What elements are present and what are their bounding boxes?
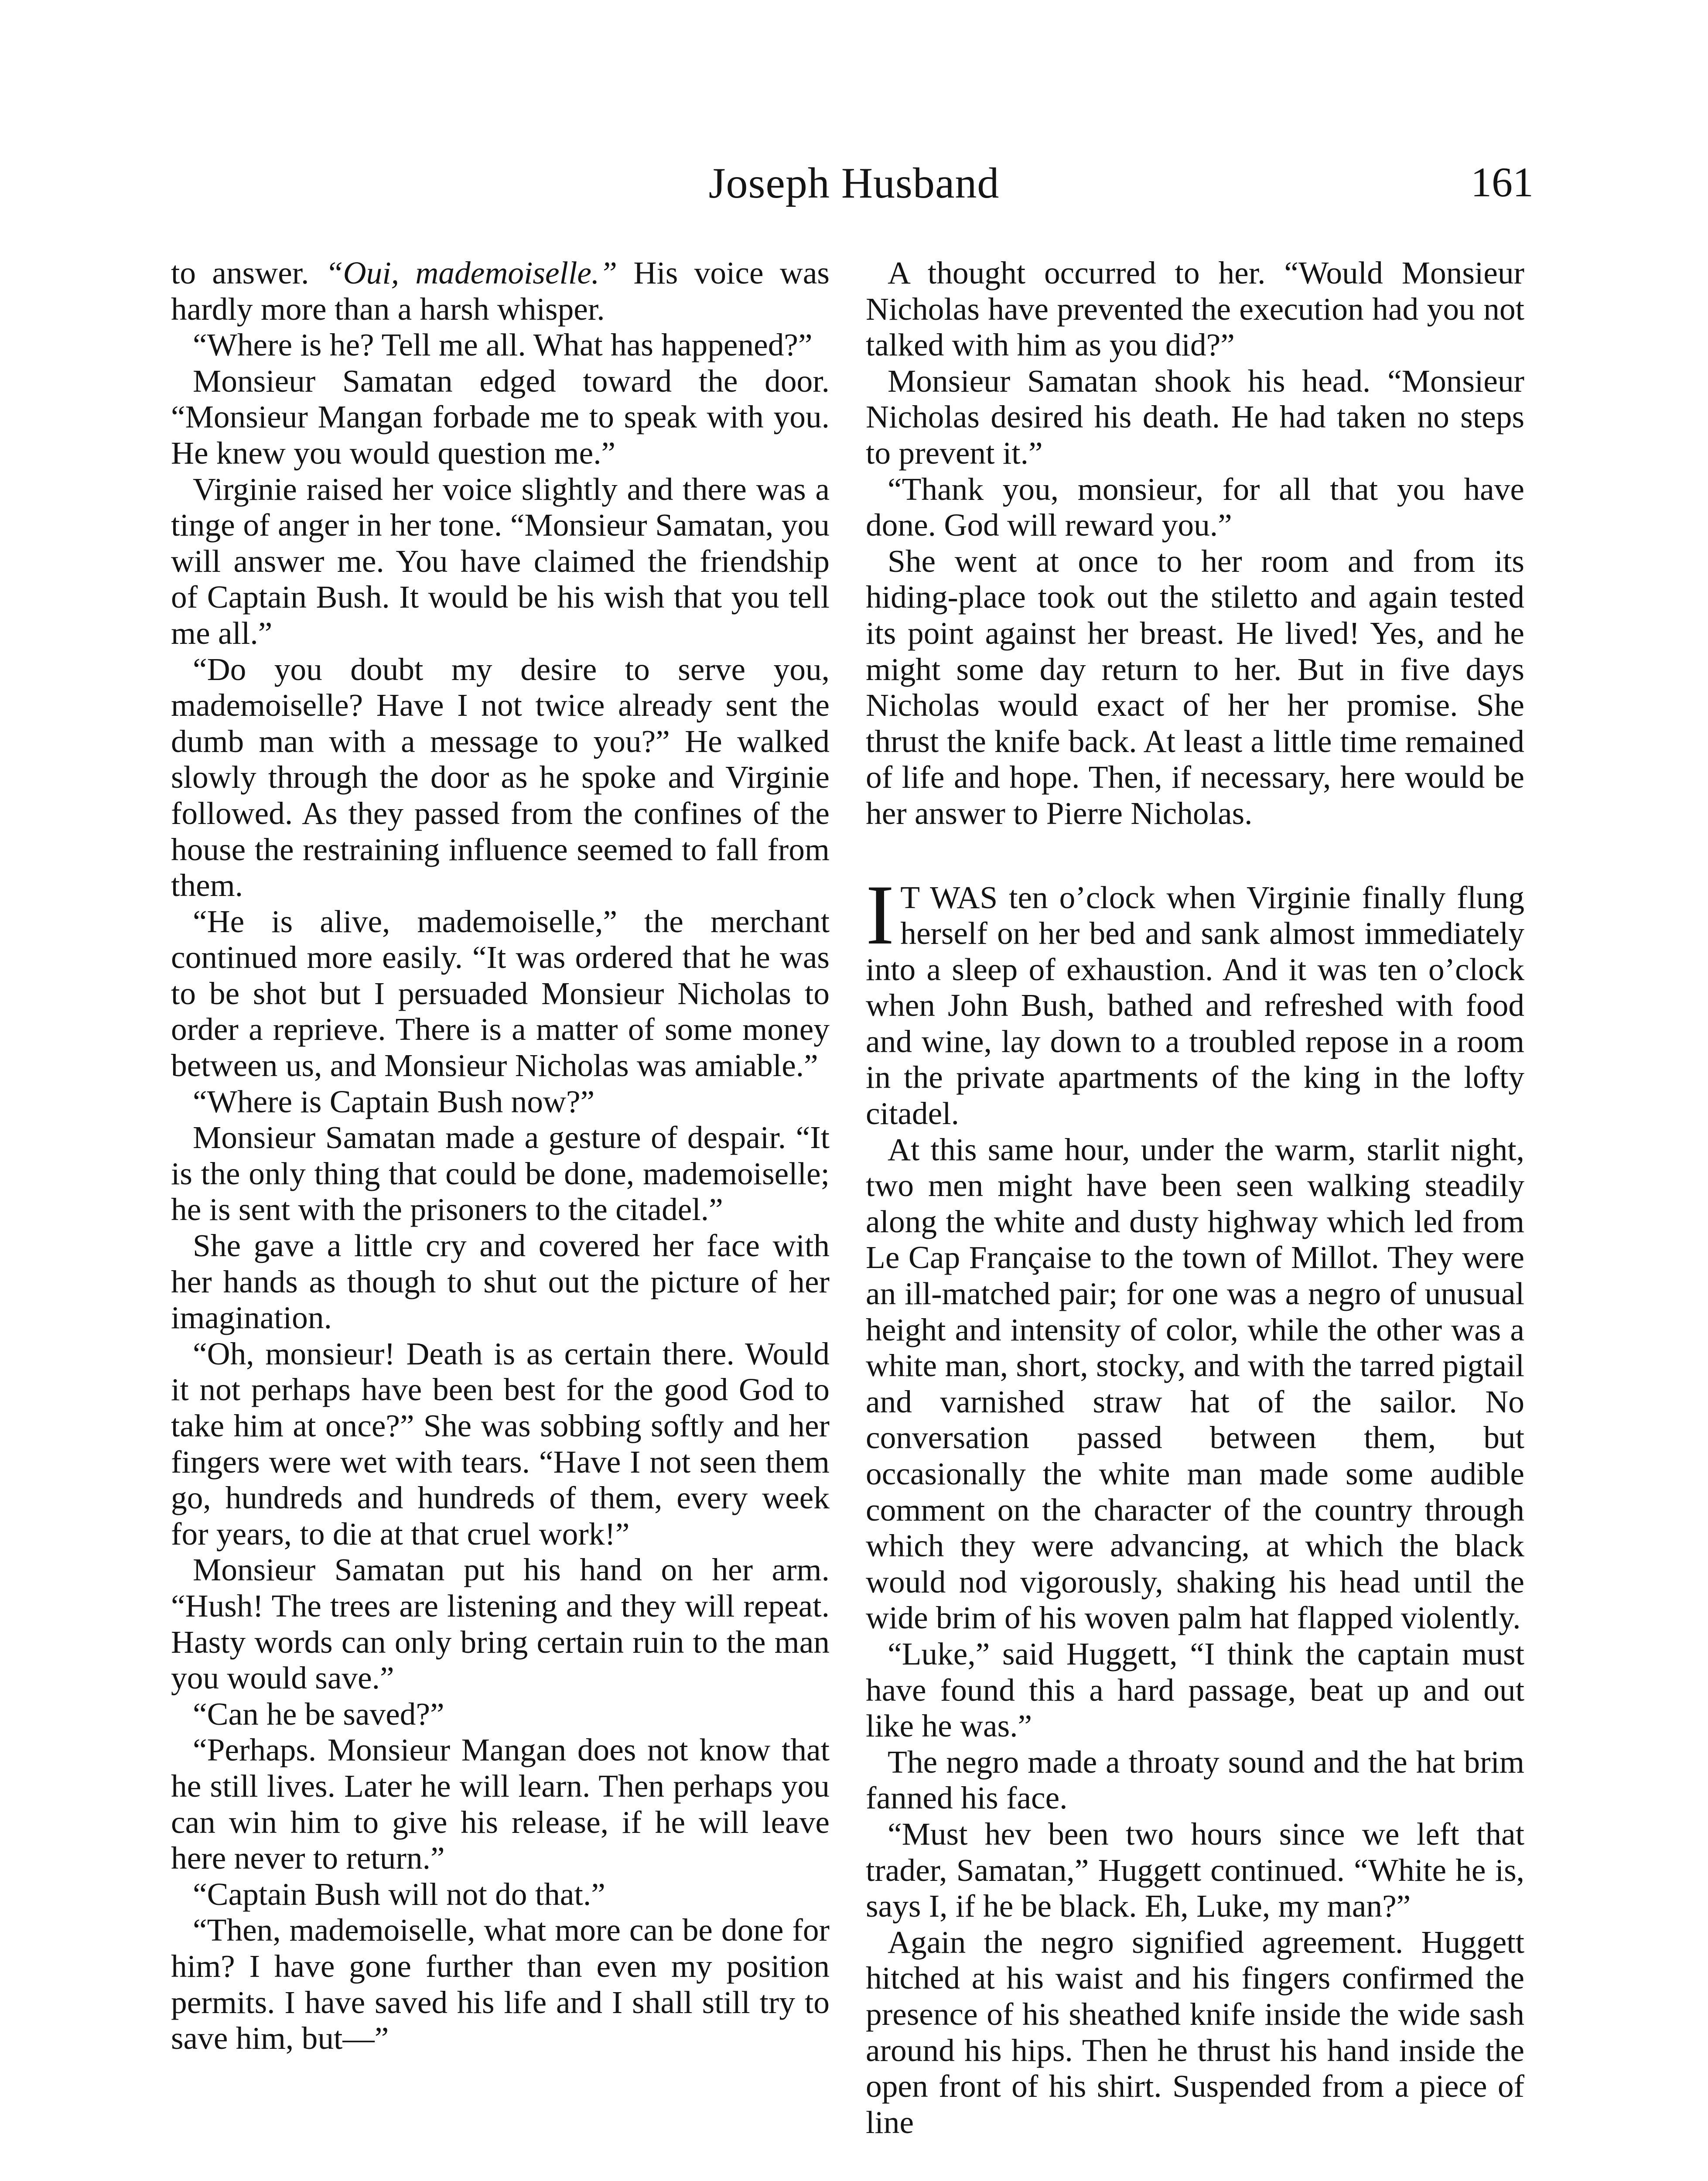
paragraph: “Thank you, monsieur, for all that you have done. God will reward you.” bbox=[866, 471, 1524, 543]
paragraph: “He is alive, mademoiselle,” the merchant continued more easily. “It was ordered that he was to be shot but I persuaded Monsieur Nicholas to order a reprieve. There is a matter of some money between us, and Monsieur Nicholas was amiable.” bbox=[171, 903, 830, 1084]
paragraph: “Oh, monsieur! Death is as certain there. Would it not perhaps have been best for the good God to take him at once?” She was sobbing softly and her fingers were wet with tears. “Have I not seen them go, hundreds and hundreds of them, every week for years, to die at that cruel work!” bbox=[171, 1336, 830, 1552]
paragraph: “Then, mademoiselle, what more can be done for him? I have gone further than even my position permits. I have saved his life and I shall still try to save him, but—” bbox=[171, 1912, 830, 2056]
paragraph: Virginie raised her voice slightly and there was a tinge of anger in her tone. “Monsieur Samatan, you will answer me. You have claimed the friendship of Captain Bush. It would be his wish that you tell me all.” bbox=[171, 471, 830, 651]
paragraph: At this same hour, under the warm, starlit night, two men might have been seen walking steadily along the white and dusty highway which led from Le Cap Française to the town of Millot. They were an ill-matched pair; for one was a negro of unusual height and intensity of color, while the other was a white man, short, stocky, and with the tarred pigtail and varnished straw hat of the sailor. No conversation passed between them, but occasionally the white man made some audible comment on the character of the country through which they were advancing, at which the black would nod vigorously, shaking his head until the wide brim of his woven palm hat flapped violently. bbox=[866, 1132, 1524, 1636]
paragraph: “Where is he? Tell me all. What has happened?” bbox=[193, 327, 813, 363]
paragraph: “Captain Bush will not do that.” bbox=[193, 1876, 605, 1912]
paragraph: “Do you doubt my desire to serve you, mademoiselle? Have I not twice already sent the dumb man with a message to you?” He walked slowly through the door as he spoke and Virginie followed. As they passed from the confines of the house the restraining influence seemed to fall from them. bbox=[171, 651, 830, 903]
paragraph: to answer. “Oui, mademoiselle.” His voice was hardly more than a harsh whisper. bbox=[171, 255, 830, 327]
drop-cap: I bbox=[866, 867, 895, 962]
section-opening-paragraph: I T WAS ten o’clock when Virginie finally flung herself on her bed and sank almost immediately into a sleep of exhaustion. And it was ten o’clock when John Bush, bathed and refreshed with food and wine, lay down to a troubled repose in a room in the private apartments of the king in the lofty citadel. bbox=[866, 867, 1524, 1132]
paragraph: Again the negro signified agreement. Huggett hitched at his waist and his fingers confirmed the presence of his sheathed knife inside the wide sash around his hips. Then he thrust his hand inside the open front of his shirt. Suspended from a piece of line bbox=[866, 1924, 1524, 2140]
paragraph: “Where is Captain Bush now?” bbox=[193, 1084, 595, 1119]
right-column bbox=[866, 255, 1524, 2140]
paragraph: Monsieur Samatan put his hand on her arm. “Hush! The trees are listening and they will repeat. Hasty words can only bring certain ruin to the man you would save.” bbox=[171, 1552, 830, 1696]
paragraph: She gave a little cry and covered her face with her hands as though to shut out the picture of her imagination. bbox=[171, 1228, 830, 1336]
left-column bbox=[171, 255, 830, 2057]
page-number: 161 bbox=[1471, 159, 1534, 205]
paragraph: “Must hev been two hours since we left that trader, Samatan,” Huggett continued. “White he is, says I, if he be black. Eh, Luke, my man?” bbox=[866, 1816, 1524, 1924]
paragraph: “Perhaps. Monsieur Mangan does not know that he still lives. Later he will learn. Then perhaps you can win him to give his release, if he will leave here never to return.” bbox=[171, 1732, 830, 1876]
paragraph: She went at once to her room and from its hiding-place took out the stiletto and again tested its point against her breast. He lived! Yes, and he might some day return to her. But in five days Nicholas would exact of her her promise. She thrust the knife back. At least a little time remained of life and hope. Then, if necessary, here would be her answer to Pierre Nicholas. bbox=[866, 543, 1524, 831]
paragraph: A thought occurred to her. “Would Monsieur Nicholas have prevented the execution had you not talked with him as you did?” bbox=[866, 255, 1524, 363]
paragraph: “Luke,” said Huggett, “I think the captain must have found this a hard passage, beat up and out like he was.” bbox=[866, 1636, 1524, 1744]
paragraph: The negro made a throaty sound and the hat brim fanned his face. bbox=[866, 1744, 1524, 1816]
paragraph: Monsieur Samatan shook his head. “Monsieur Nicholas desired his death. He had taken no steps to prevent it.” bbox=[866, 363, 1524, 471]
paragraph: Monsieur Samatan edged toward the door. “Monsieur Mangan forbade me to speak with you. He knew you would question me.” bbox=[171, 363, 830, 471]
paragraph: Monsieur Samatan made a gesture of despair. “It is the only thing that could be done, mademoiselle; he is sent with the prisoners to the citadel.” bbox=[171, 1120, 830, 1227]
paragraph: “Can he be saved?” bbox=[193, 1696, 444, 1732]
running-title: Joseph Husband bbox=[708, 159, 1000, 207]
